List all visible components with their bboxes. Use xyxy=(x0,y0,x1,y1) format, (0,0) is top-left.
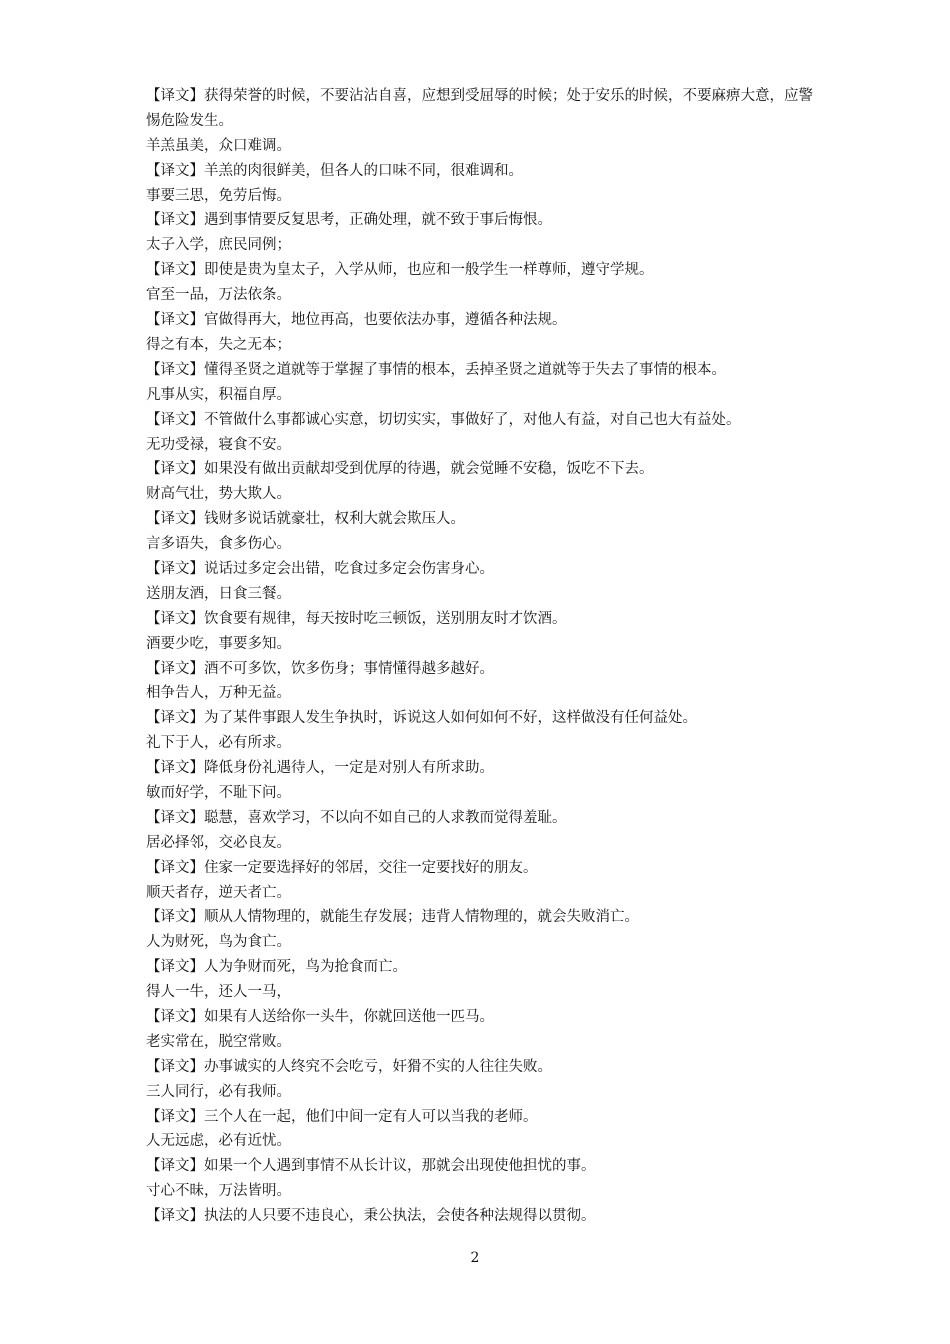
translation-line: 【译文】降低身份礼遇待人，一定是对别人有所求助。 xyxy=(146,760,494,777)
translation-line: 【译文】懂得圣贤之道就等于掌握了事情的根本，丢掉圣贤之道就等于失去了事情的根本。 xyxy=(146,361,726,378)
proverb-line: 得之有本，失之无本； xyxy=(146,336,291,353)
translation-line: 【译文】人为争财而死，鸟为抢食而亡。 xyxy=(146,959,407,976)
translation-line: 【译文】如果有人送给你一头牛，你就回送他一匹马。 xyxy=(146,1008,494,1025)
translation-line: 【译文】即使是贵为皇太子，入学从师，也应和一般学生一样尊师，遵守学规。 xyxy=(146,262,654,279)
translation-line: 【译文】三个人在一起，他们中间一定有人可以当我的老师。 xyxy=(146,1108,538,1125)
proverb-line: 官至一品，万法依条。 xyxy=(146,287,291,304)
proverb-line: 人无远虑，必有近忧。 xyxy=(146,1133,291,1150)
translation-line: 【译文】如果一个人遇到事情不从长计议，那就会出现使他担忧的事。 xyxy=(146,1158,596,1175)
proverb-line: 老实常在，脱空常败。 xyxy=(146,1033,291,1050)
translation-line: 【译文】办事诚实的人终究不会吃亏，奸猾不实的人往往失败。 xyxy=(146,1058,552,1075)
translation-line: 【译文】不管做什么事都诚心实意，切切实实，事做好了，对他人有益，对自己也大有益处。 xyxy=(146,411,741,428)
proverb-line: 言多语失，食多伤心。 xyxy=(146,536,291,553)
proverb-line: 得人一牛，还人一马， xyxy=(146,984,291,1001)
translation-line: 【译文】遇到事情要反复思考，正确处理，就不致于事后悔恨。 xyxy=(146,212,552,229)
translation-line: 【译文】钱财多说话就豪壮，权利大就会欺压人。 xyxy=(146,511,465,528)
translation-line: 【译文】官做得再大，地位再高，也要依法办事，遵循各种法规。 xyxy=(146,312,567,329)
translation-line: 【译文】酒不可多饮，饮多伤身；事情懂得越多越好。 xyxy=(146,660,494,677)
page-number: 2 xyxy=(470,1250,480,1266)
translation-line: 【译文】说话过多定会出错，吃食过多定会伤害身心。 xyxy=(146,560,494,577)
proverb-line: 敏而好学，不耻下问。 xyxy=(146,784,291,801)
translation-line: 【译文】羊羔的肉很鲜美，但各人的口味不同，很难调和。 xyxy=(146,162,523,179)
proverb-line: 相争告人，万种无益。 xyxy=(146,685,291,702)
translation-line: 【译文】获得荣誉的时候，不要沾沾自喜，应想到受屈辱的时候；处于安乐的时候，不要麻痹大意，应警惕危险发生。 xyxy=(146,88,813,129)
proverb-line: 无功受禄，寝食不安。 xyxy=(146,436,291,453)
translation-line: 【译文】聪慧，喜欢学习，不以向不如自己的人求教而觉得羞耻。 xyxy=(146,809,567,826)
proverb-line: 寸心不昧，万法皆明。 xyxy=(146,1183,291,1200)
text-body xyxy=(146,84,826,1229)
translation-line: 【译文】执法的人只要不违良心，秉公执法，会使各种法规得以贯彻。 xyxy=(146,1208,596,1225)
translation-line: 【译文】饮食要有规律，每天按时吃三顿饭，送别朋友时才饮酒。 xyxy=(146,610,567,627)
translation-line: 【译文】顺从人情物理的，就能生存发展；违背人情物理的，就会失败消亡。 xyxy=(146,909,639,926)
proverb-line: 送朋友酒，日食三餐。 xyxy=(146,585,291,602)
proverb-line: 礼下于人，必有所求。 xyxy=(146,735,291,752)
translation-line: 【译文】为了某件事跟人发生争执时，诉说这人如何如何不好，这样做没有任何益处。 xyxy=(146,710,697,727)
translation-line: 【译文】如果没有做出贡献却受到优厚的待遇，就会觉睡不安稳，饭吃不下去。 xyxy=(146,461,654,478)
proverb-line: 酒要少吃，事要多知。 xyxy=(146,635,291,652)
proverb-line: 事要三思，免劳后悔。 xyxy=(146,187,291,204)
translation-line: 【译文】住家一定要选择好的邻居，交往一定要找好的朋友。 xyxy=(146,859,538,876)
proverb-line: 羊羔虽美，众口难调。 xyxy=(146,137,291,154)
proverb-line: 居必择邻，交必良友。 xyxy=(146,834,291,851)
proverb-line: 顺天者存，逆天者亡。 xyxy=(146,884,291,901)
proverb-line: 凡事从实，积福自厚。 xyxy=(146,386,291,403)
proverb-line: 太子入学，庶民同例； xyxy=(146,237,291,254)
proverb-line: 三人同行，必有我师。 xyxy=(146,1083,291,1100)
proverb-line: 财高气壮，势大欺人。 xyxy=(146,486,291,503)
proverb-line: 人为财死，鸟为食亡。 xyxy=(146,934,291,951)
